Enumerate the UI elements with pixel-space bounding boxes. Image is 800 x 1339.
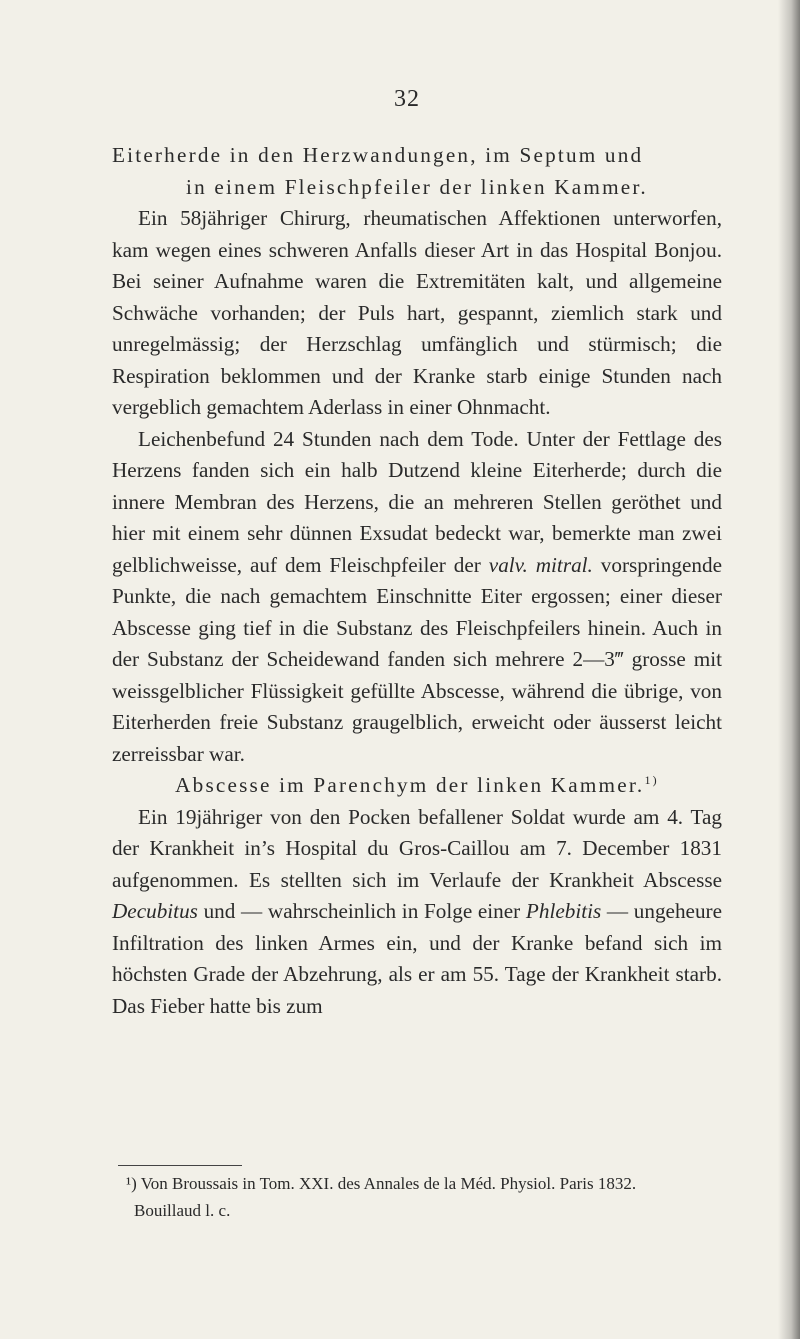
paragraph-2-italic: valv. mitral. (488, 552, 593, 577)
body-text (112, 140, 722, 1022)
paragraph-3-text-b: und — wahrscheinlich in Folge einer (197, 899, 526, 923)
section-heading-2-text: Abscesse im Parenchym der linken Kammer. (175, 773, 645, 797)
paragraph-2-text-a: Leichenbefund 24 Stunden nach dem Tode. Unter der Fettlage des Herzens fanden sich ein halb Dutzend kleine Eiterherde; durch die innere Membran des Herzens, die an mehreren Stellen geröthet und hier mit einem sehr dünnen Exsudat bedeckt war, bemerkte man zwei gelblichweisse, auf dem Fleischpfeiler der (112, 426, 722, 577)
section-heading-1-line-2: in einem Fleischpfeiler der linken Kammer. (186, 174, 648, 199)
paragraph-1: Ein 58jähriger Chirurg, rheumatischen Affektionen unterworfen, kam wegen eines schweren Anfalls dieser Art in das Hospital Bonjou. Bei seiner Aufnahme waren die Extremitäten kalt, und allgemeine Schwäche vorhanden; der Puls hart, gespannt, ziemlich stark und unregelmässig; der Herzschlag umfänglich und stürmisch; die Respiration beklommen und der Kranke starb einige Stunden nach vergeblich gemachtem Aderlass in einer Ohnmacht. (112, 206, 722, 419)
footnote-divider (118, 1165, 242, 1166)
section-heading-1-line-1: Eiterherde in den Herzwandungen, im Septum und (112, 143, 644, 167)
section-heading-2 (112, 770, 722, 802)
footnote-marker: 1) (644, 772, 659, 787)
footnotes (112, 1170, 722, 1224)
paragraph-3-text-a: Ein 19jähriger von den Pocken befallener Soldat wurde am 4. Tag der Krankheit in’s Hospital du Gros-Caillou am 7. December 1831 aufgenommen. Es stellten sich im Verlaufe der Krankheit Abscesse (112, 804, 722, 892)
footnote-1: ¹) Von Broussais in Tom. XXI. des Annales de la Méd. Physiol. Paris 1832. (126, 1174, 637, 1193)
footnote-1-continued: Bouillaud l. c. (134, 1201, 231, 1220)
page-edge-shadow (778, 0, 800, 1339)
paragraph-3-italic-decubitus: Decubitus (112, 899, 198, 923)
paragraph-3-text-c: — ungeheure Infiltration des linken Armes ein, und der Kranke befand sich im höchsten Grade der Abzehrung, als er am 55. Tage der Krankheit starb. Das Fieber hatte bis zum (112, 899, 722, 1018)
paragraph-3 (112, 802, 722, 1023)
paragraph-2-text-b: vorspringende Punkte, die nach gemachtem Einschnitte Eiter ergossen; einer dieser Abscesse ging tief in die Substanz des Fleischpfeilers hinein. Auch in der Substanz der Scheidewand fanden sich mehrere 2—3‴ grosse mit weissgelblicher Flüssigkeit gefüllte Abscesse, während die übrige, von Eiterherden freie Substanz graugelblich, erweicht oder äusserst leicht zerreissbar war. (112, 552, 722, 766)
page-number: 32 (394, 86, 420, 112)
paragraph-3-italic-phlebitis: Phlebitis (525, 899, 602, 923)
paragraph-2 (112, 424, 722, 771)
